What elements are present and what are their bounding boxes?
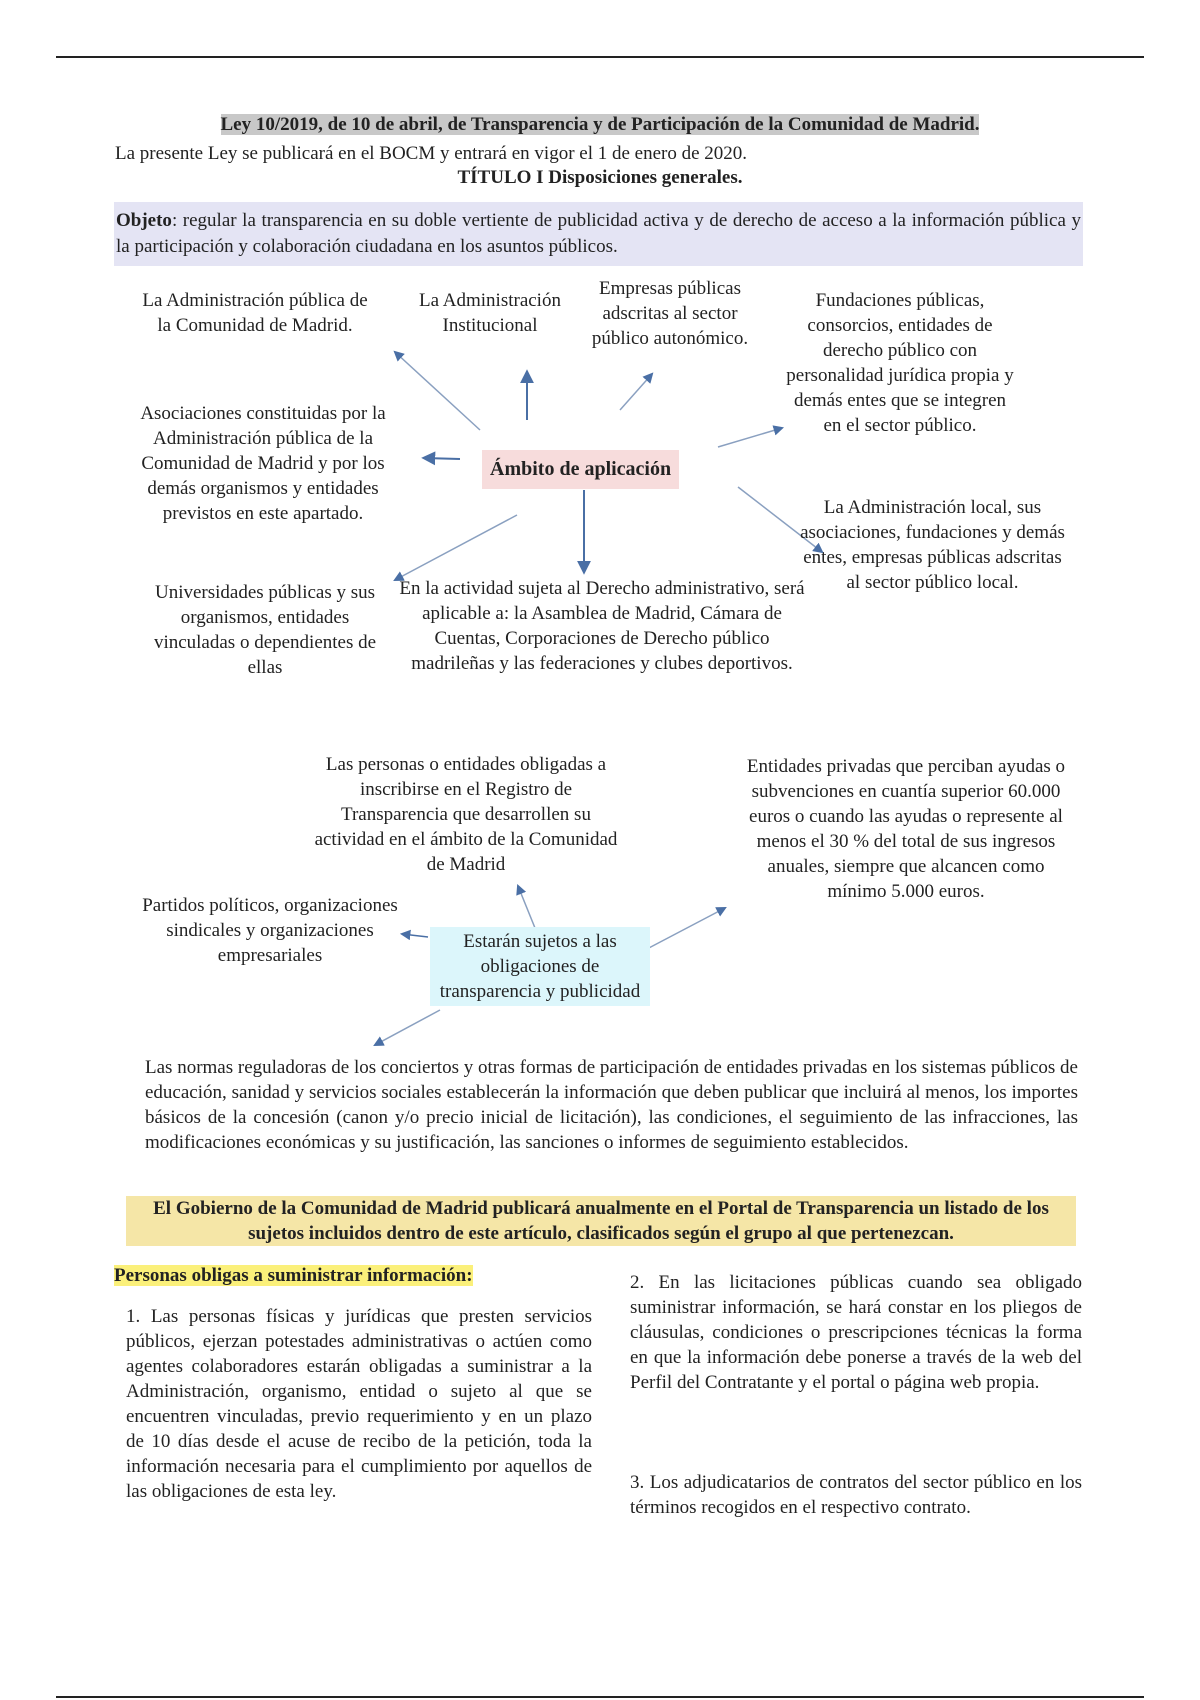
arrow-to-fundaciones [718, 428, 782, 447]
objeto-text: : regular la transparencia en su doble vertiente de publicidad activa y de derecho de acceso a la información pública y la participación y colaboración ciudadana en los asuntos públicos. [116, 210, 1081, 257]
personas-heading-wrap [114, 1263, 473, 1288]
node-universidades: Universidades públicas y sus organismos, entidades vinculadas o dependientes de ellas [153, 582, 377, 678]
personas-item-3: 3. Los adjudicatarios de contratos del sector público en los términos recogidos en el respectivo contrato. [630, 1472, 1082, 1518]
arrow-to-conciertos [375, 1010, 440, 1045]
conciertos-paragraph: Las normas reguladoras de los conciertos y otras formas de participación de entidades privadas en los sistemas públicos de educación, sanidad y servicios sociales establecerán la información que deben publicar que incluirá al menos, los importes básicos de la concesión (canon y/o precio inicial de licitación), las condiciones, el seguimiento de las infracciones, las modificaciones económicas y su justificación, las sanciones o informes de seguimiento establecidos. [145, 1057, 1078, 1153]
personas-heading: Personas obligas a suministrar información: [114, 1265, 473, 1286]
arrow-to-partidos [402, 934, 428, 937]
node-asociaciones: Asociaciones constituidas por la Administración pública de la Comunidad de Madrid y por los demás organismos y entidades previstos en este apartado. [140, 403, 386, 524]
personas-item-1: 1. Las personas físicas y jurídicas que presten servicios públicos, ejerzan potestades administrativas o actúen como agentes colaboradores estarán obligadas a suministrar a la Administración, organismo, entidad o sujeto al que se encuentren vinculadas, previo requerimiento y en un plazo de 10 días desde el acuse de recibo de la petición, toda la información necesaria para el cumplimiento por aquellos de las obligaciones de esta ley. [126, 1306, 592, 1502]
node-admin-publica: La Administración pública de la Comunidad de Madrid. [142, 290, 368, 336]
node-privadas: Entidades privadas que perciban ayudas o subvenciones en cuantía superior 60.000 euros o cuando las ayudas o represente al menos el 30 % del total de sus ingresos anuales, siempre que alcancen como mínimo 5.000 euros. [746, 756, 1066, 902]
sujetos-center: Estarán sujetos a las obligaciones de transparencia y publicidad [430, 927, 650, 1006]
gobierno-note: El Gobierno de la Comunidad de Madrid publicará anualmente en el Portal de Transparencia un listado de los sujetos incluidos dentro de este artículo, clasificados según el grupo al que pertenezcan. [126, 1196, 1076, 1246]
node-fundaciones: Fundaciones públicas, consorcios, entidades de derecho público con personalidad jurídica propia y demás entes que se integren en el sector público. [786, 290, 1014, 436]
node-admin-institucional: La Administración Institucional [419, 290, 561, 336]
arrow-to-asociaciones [424, 458, 460, 459]
arrow-to-privadas [645, 908, 725, 950]
node-admin-local: La Administración local, sus asociaciones, fundaciones y demás entes, empresas públicas adscritas al sector público local. [800, 497, 1065, 593]
titulo-heading: TÍTULO I Disposiciones generales. [457, 167, 743, 188]
arrow-to-empresas [620, 374, 652, 410]
objeto-label: Objeto [116, 210, 172, 231]
ambito-center: Ámbito de aplicación [482, 450, 679, 489]
law-title: Ley 10/2019, de 10 de abril, de Transparencia y de Participación de la Comunidad de Madrid. [220, 114, 980, 135]
node-partidos: Partidos políticos, organizaciones sindicales y organizaciones empresariales [142, 895, 398, 966]
node-empresas-publicas: Empresas públicas adscritas al sector público autonómico. [591, 278, 749, 349]
node-registro: Las personas o entidades obligadas a inscribirse en el Registro de Transparencia que desarrollen su actividad en el ámbito de la Comunidad de Madrid [314, 754, 618, 875]
personas-item-2: 2. En las licitaciones públicas cuando sea obligado suministrar información, se hará constar en los pliegos de cláusulas, condiciones o prescripciones técnicas la forma en que la información debe ponerse a través de la web del Perfil del Contratante y el portal o página web propia. [630, 1272, 1082, 1393]
node-derecho-admin: En la actividad sujeta al Derecho administrativo, será aplicable a: la Asamblea de Madrid, Cámara de Cuentas, Corporaciones de Derecho público madrileñas y las federaciones y clubes deportivos. [399, 578, 805, 674]
arrow-to-registro [518, 886, 535, 928]
arrow-to-universidades [395, 515, 517, 580]
publication-note: La presente Ley se publicará en el BOCM y entrará en vigor el 1 de enero de 2020. [115, 143, 748, 164]
